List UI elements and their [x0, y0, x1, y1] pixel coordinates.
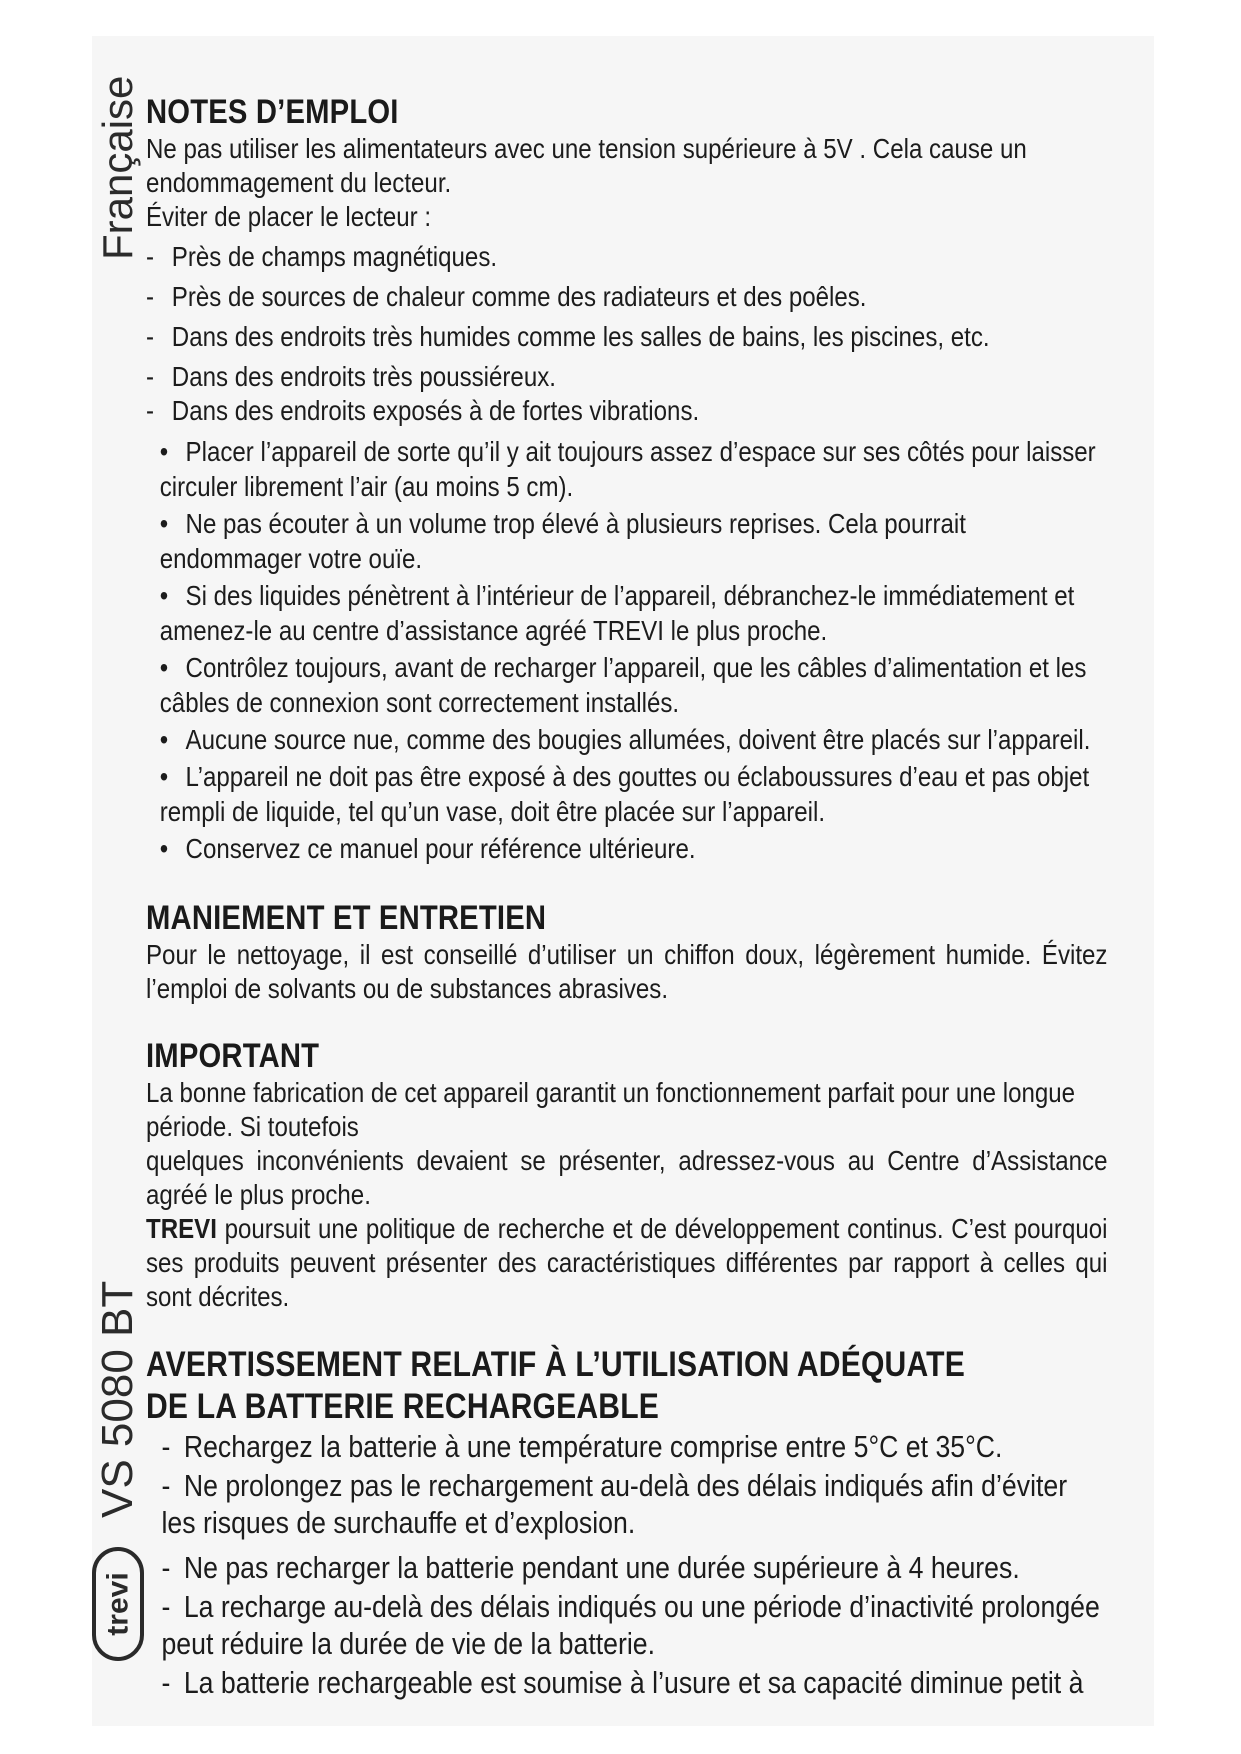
brand-name: TREVI — [146, 1213, 217, 1244]
list-item: • Si des liquides pénètrent à l’intérieur de l’appareil, débranchez-le immédiatement et amenez-le au centre d’assistance agréé TREVI le plus proche. — [159, 580, 1075, 646]
list-item: - Près de sources de chaleur comme des radiateurs et des poêles. — [146, 281, 867, 312]
list-item: • Aucune source nue, comme des bougies allumées, doivent être placés sur l’appareil. — [159, 724, 1091, 755]
list-item: - Ne prolongez pas le rechargement au-delà des délais indiqués afin d’éviter les risques de surchauffe et d’explosion. — [161, 1468, 1068, 1540]
list-item: - La recharge au-delà des délais indiqués ou une période d’inactivité prolongée peut réduire la durée de vie de la batterie. — [161, 1589, 1100, 1661]
battery-title: AVERTISSEMENT RELATIF À L’UTILISATION ADÉQUATE DE LA BATTERIE RECHARGEABLE — [146, 1345, 965, 1426]
battery-list — [146, 1428, 1107, 1701]
list-item: • L’appareil ne doit pas être exposé à des gouttes ou éclaboussures d’eau et pas objet rempli de liquide, tel qu’un vase, doit être placée sur l’appareil. — [159, 761, 1090, 827]
document-body — [146, 92, 1108, 1703]
list-item: - Dans des endroits exposés à de fortes vibrations. — [146, 395, 700, 426]
list-item: - Ne pas recharger la batterie pendant une durée supérieure à 4 heures. — [161, 1550, 1020, 1585]
list-item: • Contrôlez toujours, avant de recharger l’appareil, que les câbles d’alimentation et les câbles de connexion sont correctement installés. — [159, 652, 1087, 718]
avoid-list — [146, 240, 1107, 428]
list-item: - Rechargez la batterie à une température comprise entre 5°C et 35°C. — [161, 1429, 1003, 1464]
maniement-text: Pour le nettoyage, il est conseillé d’utiliser un chiffon doux, légèrement humide. Évitez l’emploi de solvants ou de substances abrasives. — [146, 939, 1108, 1004]
list-item: - La batterie rechargeable est soumise à l’usure et sa capacité diminue petit à — [161, 1665, 1084, 1700]
important-p1a: La bonne fabrication de cet appareil garantit un fonctionnement parfait pour une longue période. Si toutefois — [146, 1077, 1076, 1142]
important-p1b: quelques inconvénients devaient se présenter, adressez-vous au Centre d’Assistance agréé le plus proche. — [146, 1145, 1108, 1210]
language-tab: Française — [94, 75, 141, 260]
list-item: - Dans des endroits très poussiéreux. — [146, 361, 556, 392]
trevi-logo — [90, 1546, 146, 1662]
list-item: • Ne pas écouter à un volume trop élevé à plusieurs reprises. Cela pourrait endommager votre ouïe. — [159, 508, 966, 574]
model-tab: VS 5080 BT — [93, 1280, 142, 1518]
avoid-label: Éviter de placer le lecteur : — [146, 201, 432, 232]
important-title: IMPORTANT — [146, 1037, 320, 1075]
list-item: - Près de champs magnétiques. — [146, 241, 498, 272]
safety-bullets — [146, 434, 1107, 866]
list-item: • Placer l’appareil de sorte qu’il y ait toujours assez d’espace sur ses côtés pour laisser circuler librement l’air (au moins 5 cm). — [159, 436, 1096, 502]
logo-text: trevi — [101, 1572, 135, 1636]
maniement-title: MANIEMENT ET ENTRETIEN — [146, 899, 547, 937]
list-item: - Dans des endroits très humides comme les salles de bains, les piscines, etc. — [146, 321, 990, 352]
notes-intro: Ne pas utiliser les alimentateurs avec une tension supérieure à 5V . Cela cause un endommagement du lecteur. — [146, 133, 1027, 198]
list-item: • Conservez ce manuel pour référence ultérieure. — [159, 833, 696, 864]
notes-title: NOTES D’EMPLOI — [146, 93, 399, 131]
important-p2: TREVI poursuit une politique de recherche et de développement continus. C’est pourquoi ses produits peuvent présenter des caractéristiques différentes par rapport à celles qui sont décrites. — [146, 1213, 1108, 1312]
